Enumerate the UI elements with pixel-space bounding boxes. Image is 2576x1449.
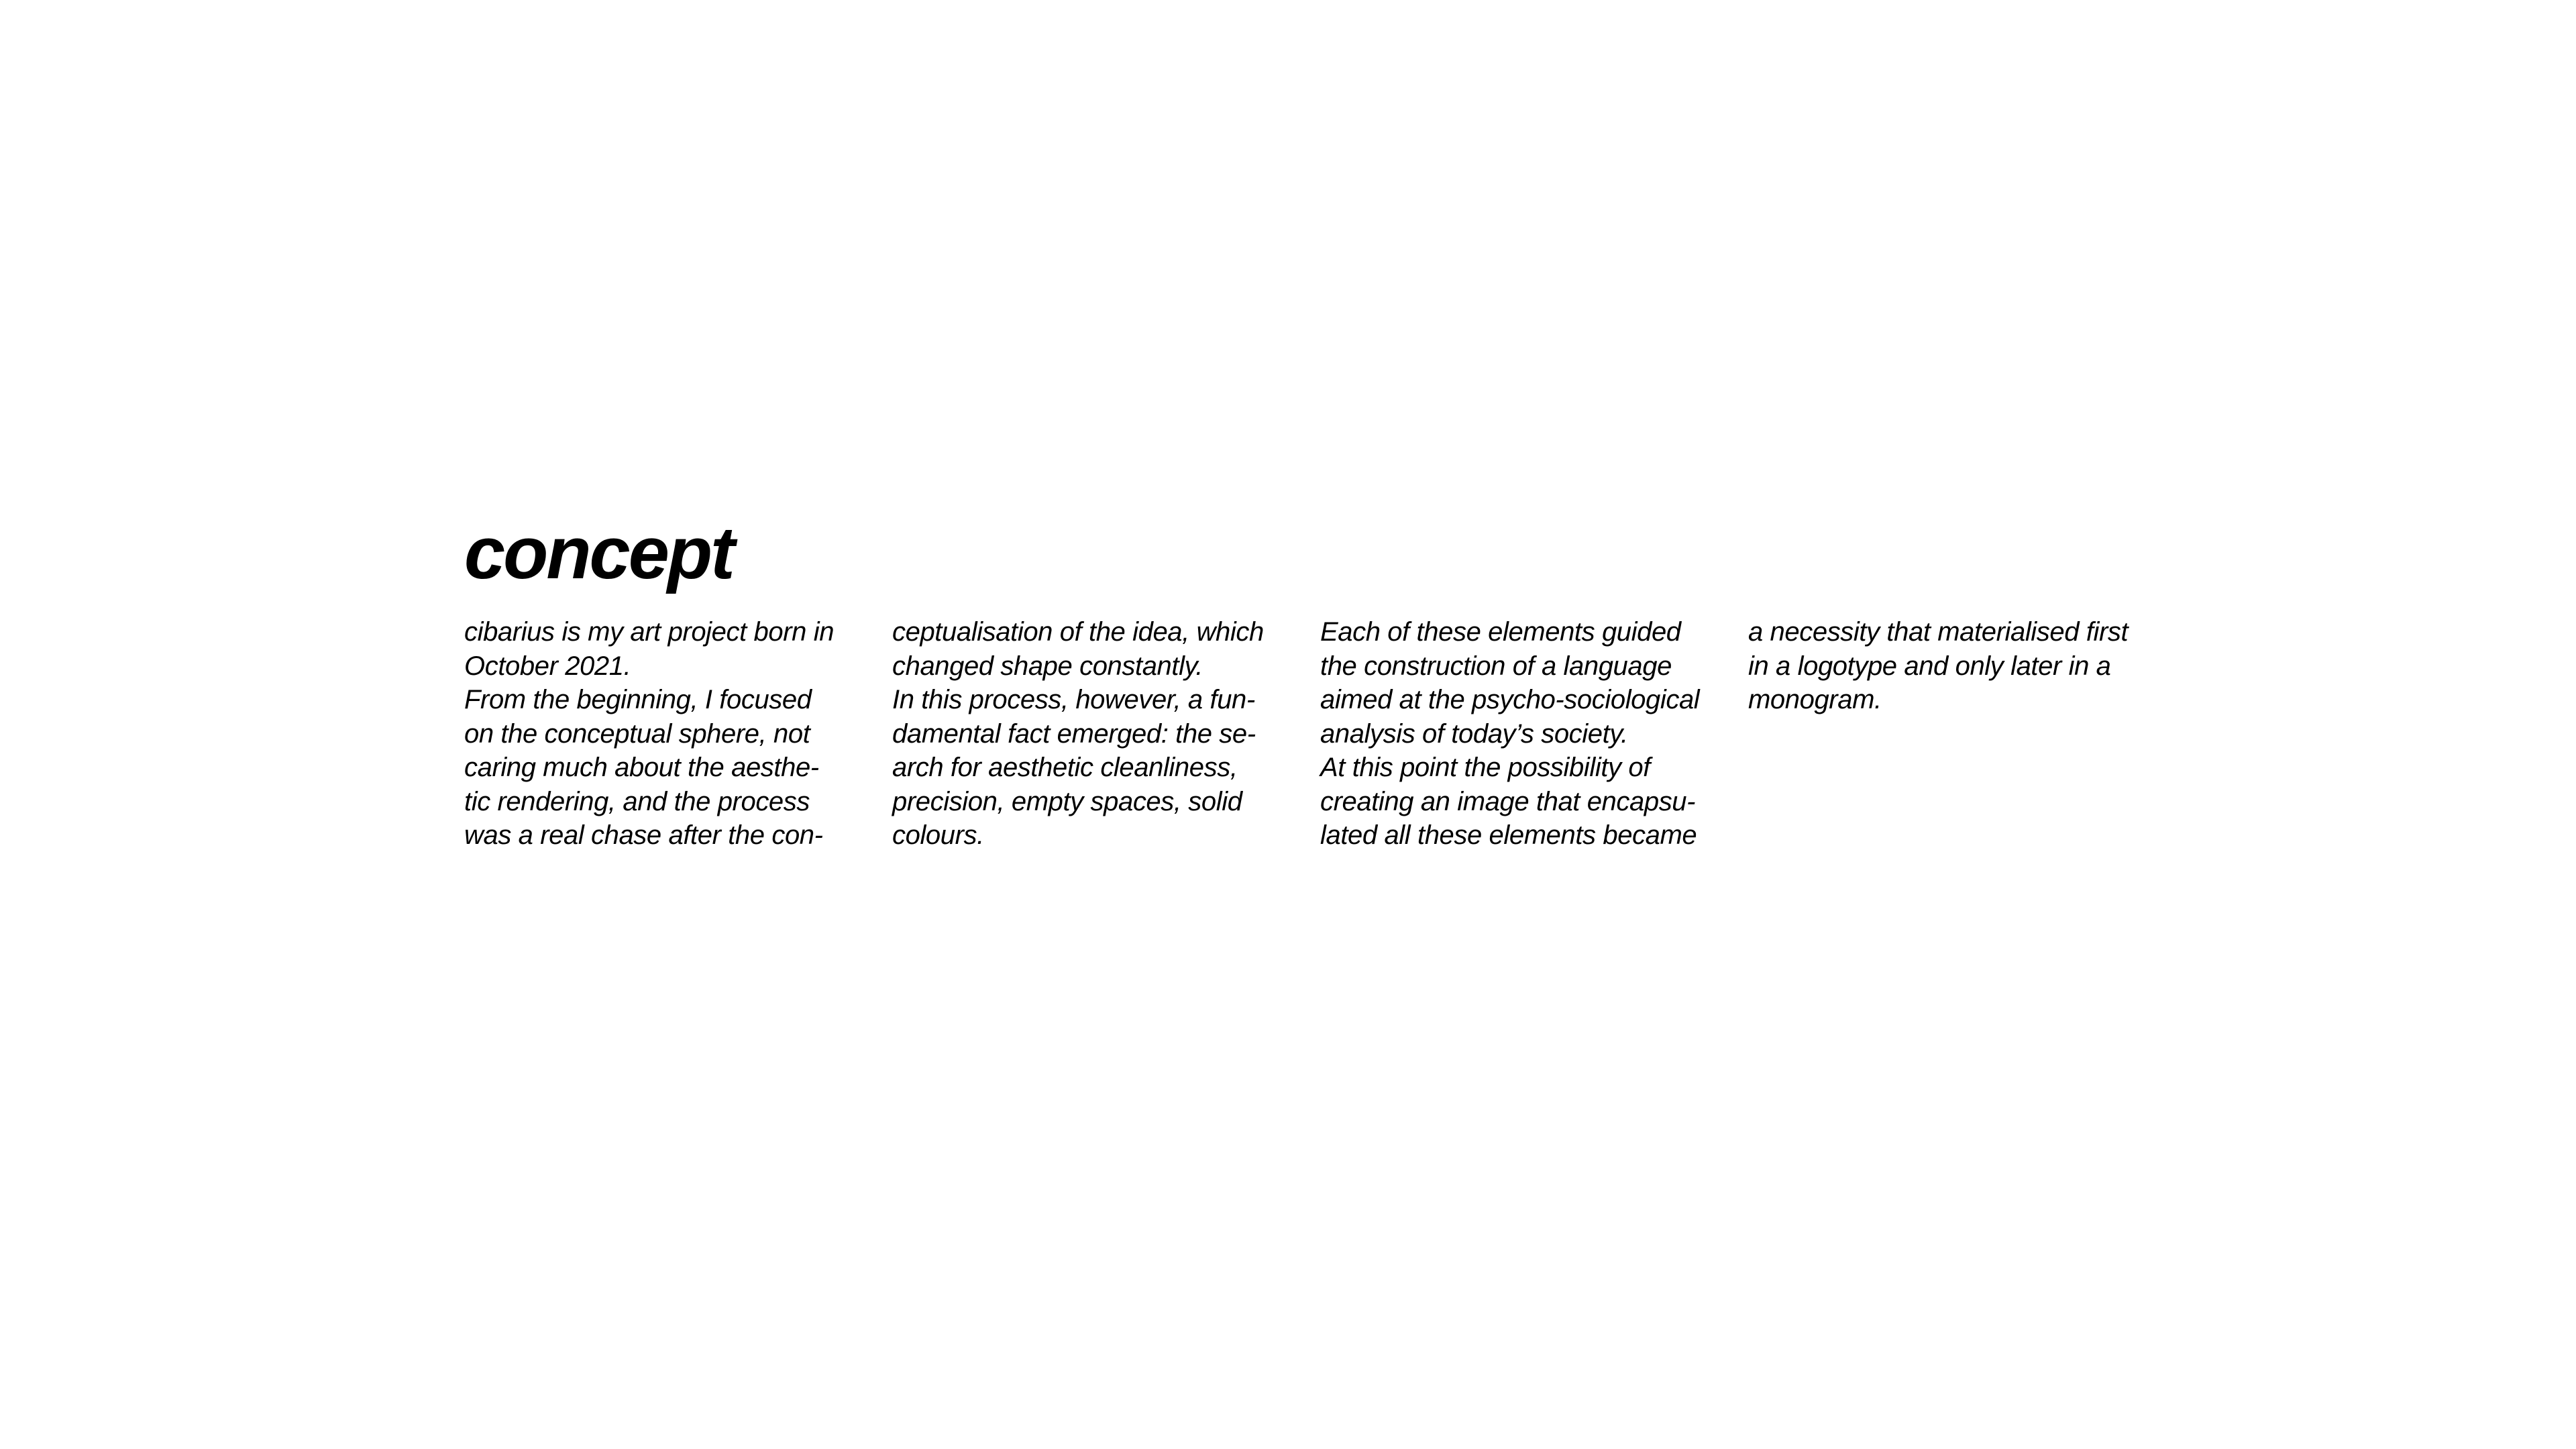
text-line: colours.	[892, 820, 984, 850]
text-line: monogram.	[1748, 685, 1882, 714]
text-line: lated all these elements became	[1320, 820, 1697, 850]
text-line: caring much about the aesthe-	[464, 753, 819, 782]
text-line: damental fact emerged: the se-	[892, 718, 1256, 749]
text-column-3	[1320, 615, 1723, 853]
page-title: concept	[464, 512, 733, 594]
text-line: on the conceptual sphere, not	[464, 718, 810, 749]
text-line: was a real chase after the con-	[464, 820, 823, 850]
text-line: ceptualisation of the idea, which	[892, 617, 1264, 647]
text-line: a necessity that materialised first	[1748, 617, 2129, 647]
text-line: in a logotype and only later in a	[1748, 651, 2111, 681]
text-line: October 2021.	[464, 651, 631, 681]
text-line: In this process, however, a fun-	[892, 685, 1255, 714]
text-line: From the beginning, I focused	[464, 685, 812, 714]
text-line: the construction of a language	[1320, 651, 1672, 681]
text-line: cibarius is my art project born in	[464, 617, 835, 647]
text-line: aimed at the psycho-sociological	[1320, 685, 1700, 714]
text-line: changed shape constantly.	[892, 651, 1203, 681]
text-line: analysis of today’s society.	[1320, 718, 1628, 749]
text-line: precision, empty spaces, solid	[892, 786, 1242, 816]
text-line: arch for aesthetic cleanliness,	[892, 753, 1238, 782]
text-line: Each of these elements guided	[1320, 617, 1681, 647]
text-column-2	[892, 615, 1295, 853]
text-line: tic rendering, and the process	[464, 786, 810, 816]
text-column-1	[464, 615, 867, 853]
text-line: At this point the possibility of	[1320, 753, 1650, 782]
text-column-4	[1748, 615, 2151, 717]
text-line: creating an image that encapsu-	[1320, 786, 1696, 816]
